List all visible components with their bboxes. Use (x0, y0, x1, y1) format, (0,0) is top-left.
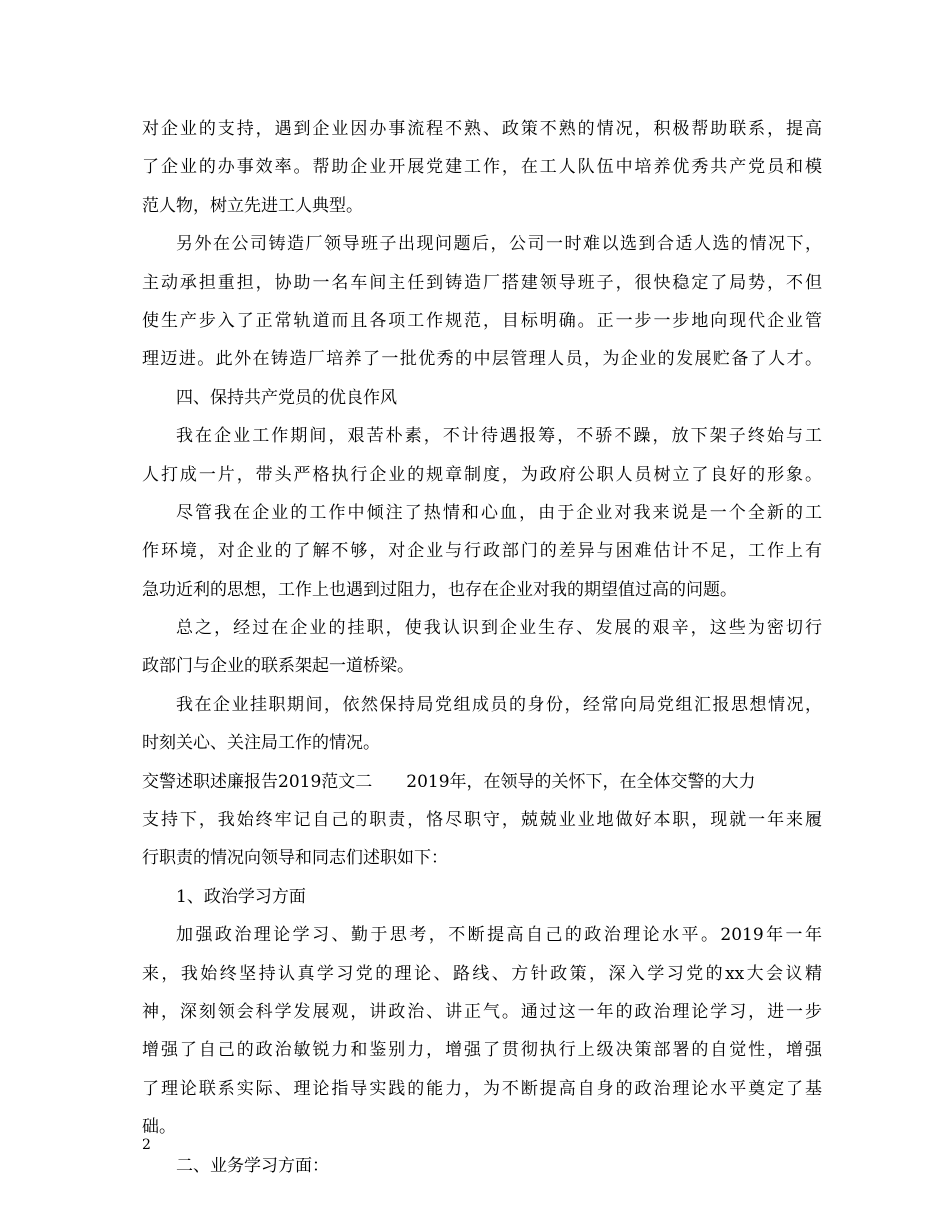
text-line: 时刻关心、关注局工作的情况。 (142, 733, 380, 754)
text-line: 急功近利的思想，工作上也遇到过阻力，也存在企业对我的期望值过高的问题。 (142, 579, 737, 600)
text-line: 人打成一片，带头严格执行企业的规章制度，为政府公职人员树立了良好的形象。 (142, 464, 822, 485)
document-body (142, 110, 822, 1185)
article-opening: 2019年，在领导的关怀下，在全体交警的大力 (406, 771, 756, 792)
section-heading: 四、保持共产党员的优良作风 (176, 387, 397, 408)
text-line: 神，深刻领会科学发展观，讲政治、讲正气。通过这一年的政治理论学习，进一步 (142, 1001, 822, 1022)
text-line: 加强政治理论学习、勤于思考，不断提高自己的政治理论水平。2019年一年 (176, 925, 822, 946)
text-line: 支持下，我始终牢记自己的职责，恪尽职守，兢兢业业地做好本职，现就一年来履 (142, 810, 822, 831)
text-line: 对企业的支持，遇到企业因办事流程不熟、政策不熟的情况，积极帮助联系，提高 (142, 119, 822, 139)
text-line: 另外在公司铸造厂领导班子出现问题后，公司一时难以选到合适人选的情况下， (176, 234, 822, 255)
text-line: 理迈进。此外在铸造厂培养了一批优秀的中层管理人员，为企业的发展贮备了人才。 (142, 349, 822, 370)
page-number: 2 (142, 1137, 151, 1153)
section-heading: 1、政治学习方面 (176, 886, 306, 907)
text-line: 范人物，树立先进工人典型。 (142, 195, 363, 216)
text-line: 了理论联系实际、理论指导实践的能力，为不断提高自身的政治理论水平奠定了基 (142, 1078, 822, 1099)
section-heading: 二、业务学习方面： (176, 1155, 329, 1176)
text-line: 尽管我在企业的工作中倾注了热情和心血，由于企业对我来说是一个全新的工 (176, 502, 822, 523)
text-line: 使生产步入了正常轨道而且各项工作规范，目标明确。正一步一步地向现代企业管 (142, 310, 822, 331)
text-line: 总之，经过在企业的挂职，使我认识到企业生存、发展的艰辛，这些为密切行 (176, 618, 822, 639)
text-line: 了企业的办事效率。帮助企业开展党建工作，在工人队伍中培养优秀共产党员和模 (142, 157, 822, 178)
text-line: 作环境，对企业的了解不够，对企业与行政部门的差异与困难估计不足，工作上有 (142, 541, 822, 562)
article-title: 交警述职述廉报告2019范文二 (142, 771, 373, 792)
text-line: 我在企业挂职期间，依然保持局党组成员的身份，经常向局党组汇报思想情况， (176, 694, 822, 715)
text-line: 主动承担重担，协助一名车间主任到铸造厂搭建领导班子，很快稳定了局势，不但 (142, 272, 822, 293)
text-line: 政部门与企业的联系架起一道桥梁。 (142, 656, 414, 677)
text-line (142, 763, 822, 801)
text-line: 来，我始终坚持认真学习党的理论、路线、方针政策，深入学习党的xx大会议精 (142, 963, 822, 984)
text-line: 行职责的情况向领导和同志们述职如下： (142, 848, 448, 869)
text-line: 增强了自己的政治敏锐力和鉴别力，增强了贯彻执行上级决策部署的自觉性，增强 (142, 1040, 822, 1061)
text-line: 我在企业工作期间，艰苦朴素，不计待遇报筹，不骄不躁，放下架子终始与工 (176, 426, 822, 447)
text-line: 础。 (142, 1117, 176, 1138)
